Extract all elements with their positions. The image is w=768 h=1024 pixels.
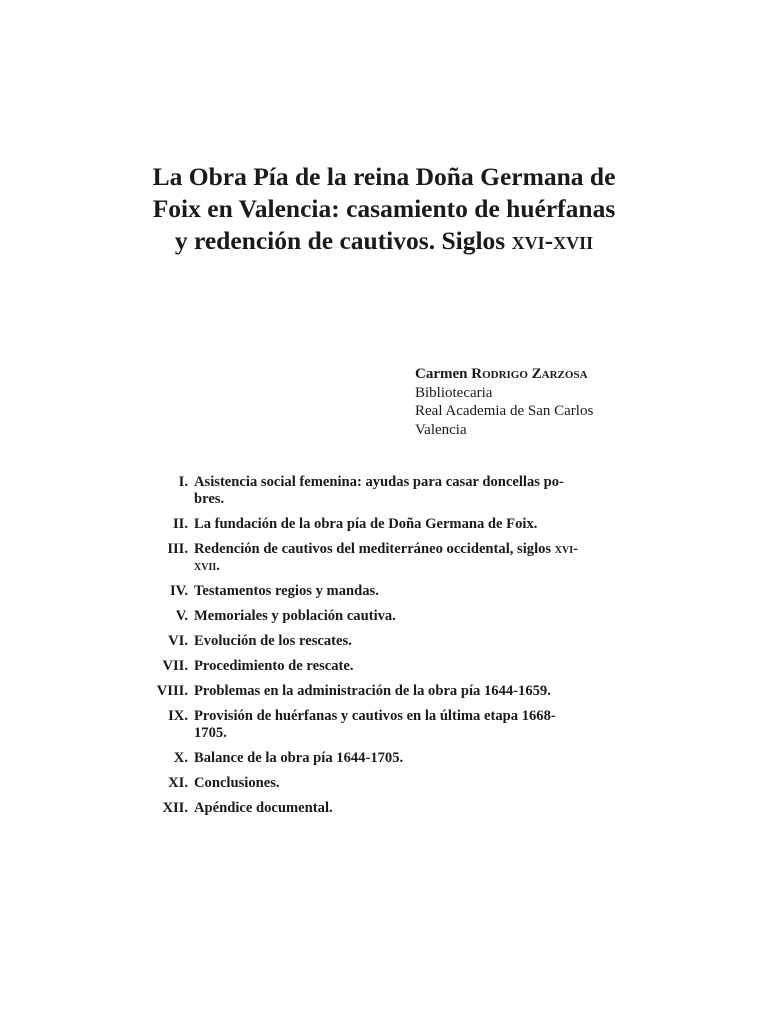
toc-item	[145, 683, 625, 700]
toc-item	[145, 608, 625, 625]
toc-item-number: XI.	[168, 775, 188, 791]
toc-item	[145, 516, 625, 533]
toc-item-text	[194, 474, 625, 508]
toc-item-line: Asistencia social femenina: ayudas para casar doncellas po-	[194, 474, 564, 490]
author-first-name: Carmen	[415, 366, 472, 382]
toc-item	[145, 708, 625, 742]
toc-item-text	[194, 683, 625, 700]
toc-item-line: Evolución de los rescates.	[194, 633, 352, 649]
toc-item-text	[194, 708, 625, 742]
author-city: Valencia	[415, 421, 467, 438]
toc-item-line: Testamentos regios y mandas.	[194, 583, 379, 599]
table-of-contents	[145, 474, 625, 825]
toc-item	[145, 775, 625, 792]
toc-item-text	[194, 608, 625, 625]
toc-item-line: xvii.	[194, 558, 220, 574]
toc-item-number: VI.	[168, 633, 188, 649]
toc-item-number: XII.	[162, 800, 188, 816]
toc-item-text	[194, 516, 625, 533]
toc-item-line: Apéndice documental.	[194, 800, 333, 816]
title-centuries: xvi-xvii	[511, 226, 594, 255]
author-role: Bibliotecaria	[415, 384, 493, 401]
toc-item-number: IV.	[170, 583, 188, 599]
toc-item-text	[194, 750, 625, 767]
toc-item-line: Conclusiones.	[194, 775, 280, 791]
title-line-3	[130, 225, 638, 257]
author-name	[415, 365, 593, 384]
toc-item-text	[194, 633, 625, 650]
toc-item-number: III.	[167, 541, 188, 557]
toc-item-line: bres.	[194, 491, 225, 507]
author-institution: Real Academia de San Carlos	[415, 403, 594, 419]
toc-item-number: II.	[172, 516, 188, 532]
toc-item-line: Memoriales y población cautiva.	[194, 608, 396, 624]
toc-item-number: VIII.	[156, 683, 188, 699]
article-title	[130, 161, 638, 257]
toc-item-line: Provisión de huérfanas y cautivos en la última etapa 1668-	[194, 708, 556, 724]
toc-item-text	[194, 583, 625, 600]
toc-item-number: IX.	[168, 708, 188, 724]
toc-item-number: X.	[173, 750, 188, 766]
title-line-1: La Obra Pía de la reina Doña Germana de	[152, 162, 616, 191]
toc-item-line: Procedimiento de rescate.	[194, 658, 354, 674]
author-surname: Rodrigo Zarzosa	[471, 366, 588, 382]
toc-item	[145, 541, 625, 575]
title-line-3-main: y redención de cautivos. Siglos	[174, 226, 512, 255]
toc-item	[145, 750, 625, 767]
toc-item-line: Problemas en la administración de la obra pía 1644-1659.	[194, 683, 551, 699]
title-line-2: Foix en Valencia: casamiento de huérfanas	[152, 194, 616, 223]
toc-item	[145, 658, 625, 675]
toc-item-number: VII.	[162, 658, 188, 674]
toc-item-line: Balance de la obra pía 1644-1705.	[194, 750, 404, 766]
toc-item-line: 1705.	[194, 725, 227, 741]
toc-item	[145, 474, 625, 508]
toc-item-line: La fundación de la obra pía de Doña Germana de Foix.	[194, 516, 538, 532]
toc-item	[145, 800, 625, 817]
toc-item-text	[194, 658, 625, 675]
toc-item	[145, 583, 625, 600]
author-block	[415, 365, 593, 439]
toc-item-text	[194, 541, 625, 575]
toc-item-number: I.	[178, 474, 188, 490]
toc-item-line: Redención de cautivos del mediterráneo occidental, siglos xvi-	[194, 541, 578, 557]
toc-item-text	[194, 800, 625, 817]
toc-item-text	[194, 775, 625, 792]
toc-item-number: V.	[175, 608, 188, 624]
toc-item	[145, 633, 625, 650]
